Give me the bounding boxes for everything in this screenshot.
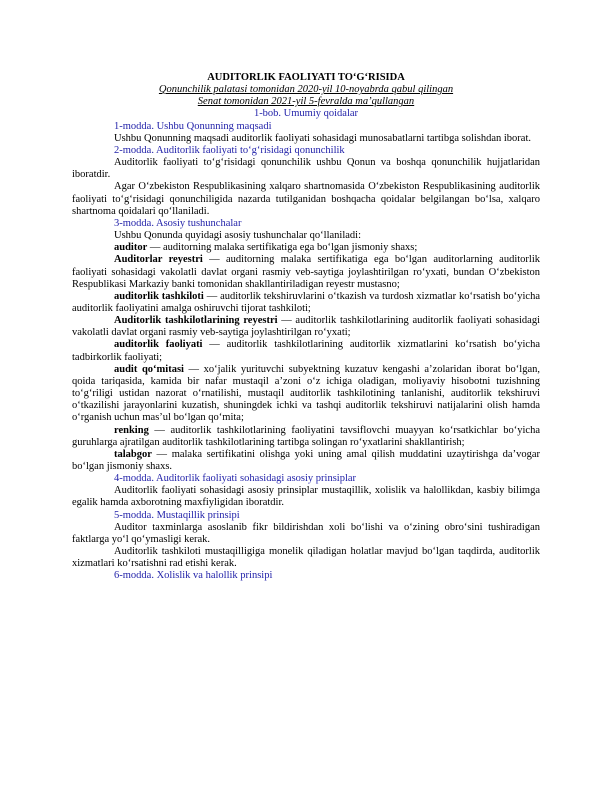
definition-text: — xo‘jalik yurituvchi subyektning kuzatuv kengashi a’zolaridan iborat bo‘lgan, qoida tariqasida, kamida bir nafar mustaqil a’zoni o‘z ichiga oladigan, moliyaviy hisobotni tuzishning to‘g‘riligi ustidan nazorat o‘rnatilishi, mustaqil auditorlik tashkilotining tanlanishi, auditorlik tekshiruvi o‘tkazilishi jarayonlarini kuzatish, shuningdek ichki va tashqi auditorlik tekshiruvi natijalarini olish hamda o‘rganish uchun mas’ul bo‘lgan qo‘mita; [72, 363, 541, 424]
article-paragraph: Auditorlik faoliyati to‘g‘risidagi qonunchilik ushbu Qonun va boshqa qonunchilik hujjatlaridan iboratdir. [72, 157, 540, 181]
definition-text: — auditorlik tashkilotlarining auditorlik xizmatlarini ko‘rsatish bo‘yicha tadbirkorlik faoliyati; [72, 339, 540, 363]
definition-item [72, 364, 540, 425]
approval-note: Senat tomonidan 2021-yil 5-fevralda ma’qullangan [197, 96, 415, 108]
article-heading: 3-modda. Asosiy tushunchalar [114, 217, 242, 229]
definition-term: Auditorlik tashkilotlarining reyestri [114, 315, 278, 327]
definition-text: — auditorning malaka sertifikatiga ega bo‘lgan auditorlarning auditorlik faoliyati sohasidagi vakolatli davlat organi rasmiy veb-saytiga joylashtirilgan ro‘yxati, bundan O‘zbekiston Respublikasi Markaziy banki tomonidan shakllantiriladigan reyestr mustasno; [72, 254, 540, 290]
definition-item [72, 291, 540, 315]
definition-item [72, 339, 540, 363]
definition-term: auditor [114, 242, 148, 254]
definition-term: audit qo‘mitasi [114, 363, 184, 375]
definition-item [72, 315, 540, 339]
article-heading: 6-modda. Xolislik va halollik prinsipi [114, 570, 273, 582]
article-paragraph: Ushbu Qonunda quyidagi asosiy tushunchalar qo‘llaniladi: [114, 230, 362, 242]
adoption-note: Qonunchilik palatasi tomonidan 2020-yil 10-noyabrda qabul qilingan [158, 84, 454, 96]
definition-item [72, 242, 540, 254]
definition-text: — auditorlik tekshiruvlarini o‘tkazish va turdosh xizmatlar ko‘rsatish bo‘yicha auditorlik faoliyatini amalga oshiruvchi tijorat tashkiloti; [72, 290, 540, 314]
article-heading: 4-modda. Auditorlik faoliyati sohasidagi asosiy prinsiplar [114, 473, 357, 485]
definition-text: — malaka sertifikatini olishga yoki uning amal qilish muddatini uzaytirishga da’vogar bo‘lgan jismoniy shaxs. [72, 448, 540, 472]
definition-text: — auditorlik tashkilotlarining auditorlik faoliyati sohasidagi vakolatli davlat organi rasmiy veb-saytiga joylashtirilgan ro‘yxati; [72, 315, 540, 339]
definition-item [72, 425, 540, 449]
definition-term: renking [114, 424, 149, 436]
definition-term: Auditorlar reyestri [114, 254, 203, 266]
article-heading: 1-modda. Ushbu Qonunning maqsadi [114, 120, 272, 132]
article-paragraph: Auditorlik tashkiloti mustaqilligiga monelik qiladigan holatlar mavjud bo‘lgan taqdirda, auditorlik xizmatlari ko‘rsatishni rad etishi kerak. [72, 546, 540, 570]
article-heading: 5-modda. Mustaqillik prinsipi [114, 509, 240, 521]
article-paragraph: Auditor taxminlarga asoslanib fikr bildirishdan xoli bo‘lishi va o‘zining obro‘sini tushiradigan faktlarga yo‘l qo‘ymasligi kerak. [72, 521, 540, 545]
article-heading: 2-modda. Auditorlik faoliyati to‘g‘risidagi qonunchilik [114, 144, 345, 156]
definition-term: auditorlik tashkiloti [114, 290, 204, 302]
definition-item [72, 254, 540, 290]
document-title: AUDITORLIK FAOLIYATI TO‘G‘RISIDA [207, 72, 405, 83]
definition-term: auditorlik faoliyati [114, 339, 203, 351]
definition-term: talabgor [114, 448, 152, 460]
definition-text: — auditorning malaka sertifikatiga ega bo‘lgan jismoniy shaxs; [147, 242, 418, 254]
article-paragraph: Auditorlik faoliyati sohasidagi asosiy prinsiplar mustaqillik, xolislik va halollikdan, kasbiy bilimga egalik hamda axborotning maxfiyligidan iboratdir. [72, 485, 540, 509]
chapter-heading: 1-bob. Umumiy qoidalar [253, 108, 359, 120]
definition-item [72, 449, 540, 473]
article-paragraph: Ushbu Qonunning maqsadi auditorlik faoliyati sohasidagi munosabatlarni tartibga solishdan iborat. [114, 132, 532, 144]
definition-text: — auditorlik tashkilotlarining faoliyatini tavsiflovchi muayyan ko‘rsatkichlar bo‘yicha guruhlarga ajratilgan auditorlik tashkilotlarining tartibga solingan ro‘yxatlarini shakllantirish; [72, 424, 540, 448]
article-paragraph: Agar O‘zbekiston Respublikasining xalqaro shartnomasida O‘zbekiston Respublikasining auditorlik faoliyati to‘g‘risidagi qonunchiligida nazarda tutilganidan boshqacha qoidalar belgilangan bo‘lsa, xalqaro shartnoma qoidalari qo‘llaniladi. [72, 181, 540, 217]
